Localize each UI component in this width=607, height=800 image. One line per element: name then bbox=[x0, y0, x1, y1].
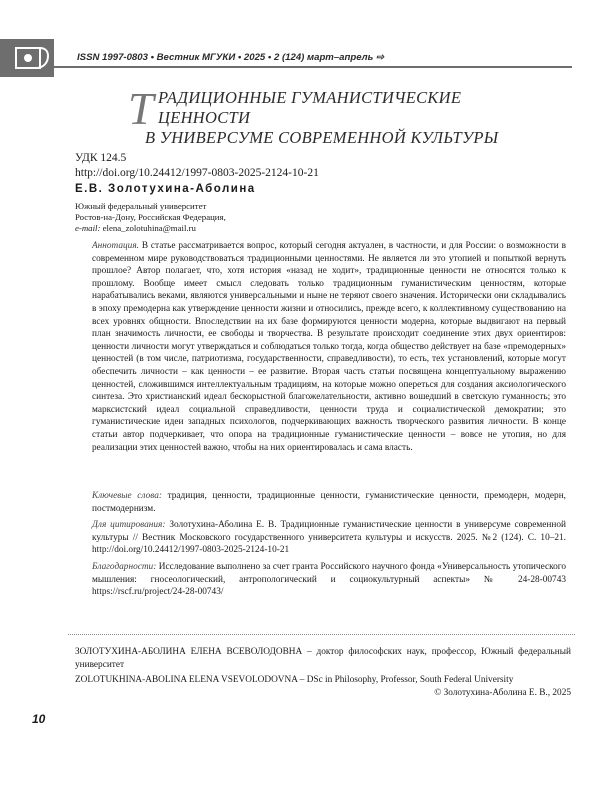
footnote-author-en: ZOLOTUKHINA-ABOLINA ELENA VSEVOLODOVNA – DSc in Philosophy, Professor, South Federal University bbox=[75, 675, 514, 685]
acknowledgments-label: Благодарности: bbox=[92, 562, 157, 572]
abstract-text: В статье рассматривается вопрос, который сегодня актуален, в частности, и для России: о возможности в современном мире руководствоваться традиционными ценностями. Не является ли это утопией и попыткой вернуть прошлое? Автор полагает, что, хотя история «назад не ходит», традиционные ценности не относятся только к прошлому. Вообще имеет смысл следовать только традиционным гуманистическим ценностям, которые нарабатывались веками, являются универсальными и ныне не теряют своего значения. Исторически они складывались в эпоху премодерна как утверждение ценности жизни и относились, прежде всего, к коллективному существованию на всех уровнях общности. Впоследствии на их базе формируются ценности модерна, которые выдвигают на первый план значимость личности, ее свободы и творчества. В результате происходит соединение этих двух ориентиров: ценности личности могут утверждаться и соблюдаться только тогда, когда общество действует на базе «премодерных» ценностей (в том числе, патриотизма, государственности, справедливости), то есть, тех установлений, которые могут обеспечить личности – как ценности – ее развитие. Вторая часть статьи посвящена концептуальному выражению ценностей, сложившимся интеллектуальным традициям, на которые можно опереться для создания аксиологического синтеза. Это христианский идеал бескорыстной благожелательности, активно вошедший в светскую гуманность; это марксистский идеал социальной справедливости, ценности труда и социалистической демократии; это гуманистические идеи западных психологов, подчеркивающих важность творческого развития личности. В конце статьи автор подчеркивает, что опора на традиционные гуманистические ценности – вовсе не утопия, но для реализации этих ценностей важно, чтобы на них ориентировалась и сама власть. bbox=[92, 241, 566, 453]
keywords-label: Ключевые слова: bbox=[92, 491, 162, 501]
title-line-1: РАДИЦИОННЫЕ ГУМАНИСТИЧЕСКИЕ ЦЕННОСТИ bbox=[158, 88, 462, 127]
email-label: e-mail: bbox=[75, 223, 101, 234]
footnote-divider bbox=[68, 634, 575, 635]
keywords-text: традиция, ценности, традиционные ценности, гуманистические ценности, премодерн, модерн, постмодернизм. bbox=[92, 491, 566, 514]
article-title bbox=[120, 83, 520, 148]
citation-label: Для цитирования: bbox=[92, 520, 166, 530]
doi-link[interactable]: http://doi.org/10.24412/1997-0803-2025-2124-10-21 bbox=[75, 167, 319, 179]
copyright: © Золотухина-Аболина Е. В., 2025 bbox=[434, 688, 571, 698]
acknowledgments-text: Исследование выполнено за счет гранта Российского научного фонда «Универсальность утопического мышления: гносеологический, антропологический и социокультурный аспекты» № 24-28-00743 https://rscf.ru/project/24-28-00743/ bbox=[92, 562, 566, 598]
abstract-label: Аннотация. bbox=[92, 241, 139, 251]
title-line-2: В УНИВЕРСУМЕ СОВРЕМЕННОЙ КУЛЬТУРЫ bbox=[145, 128, 499, 147]
title-dropcap: Т bbox=[128, 83, 154, 134]
author-name: Е.В. Золотухина-Аболина bbox=[75, 183, 256, 195]
udk-code: УДК 124.5 bbox=[75, 152, 127, 164]
citation-text: Золотухина-Аболина Е. В. Традиционные гуманистические ценности в универсуме современной культуры // Вестник Московского государственного университета культуры и искусств. 2025. №2 (124). С. 10–21. http://doi.org/10.24412/1997-0803-2025-2124-10-21 bbox=[92, 520, 567, 556]
page-number: 10 bbox=[32, 712, 46, 726]
keywords bbox=[92, 490, 566, 515]
author-affiliation bbox=[75, 201, 226, 235]
affiliation-email-row bbox=[75, 223, 226, 234]
footnote-author-ru: ЗОЛОТУХИНА-АБОЛИНА ЕЛЕНА ВСЕВОЛОДОВНА – доктор философских наук, профессор, Южный федеральный университет bbox=[75, 647, 571, 670]
author-email[interactable]: elena_zolotuhina@mail.ru bbox=[102, 223, 196, 234]
abstract bbox=[92, 240, 566, 454]
affiliation-university: Южный федеральный университет bbox=[75, 201, 207, 211]
citation bbox=[92, 519, 566, 557]
acknowledgments bbox=[92, 561, 566, 599]
journal-header: ISSN 1997-0803 • Вестник МГУКИ • 2025 • 2 (124) март–апрель ⇨ bbox=[77, 52, 385, 63]
journal-logo-icon bbox=[14, 44, 58, 72]
affiliation-city: Ростов-на-Дону, Российская Федерация, bbox=[75, 212, 226, 223]
header-rule bbox=[54, 66, 572, 68]
